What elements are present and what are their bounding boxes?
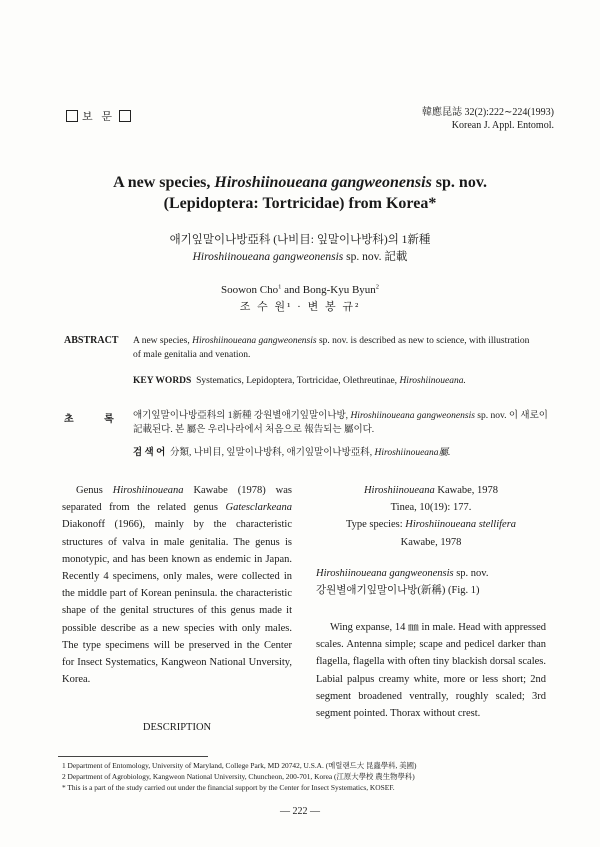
korean-keywords [133, 447, 553, 461]
page-number: — 222 — [280, 806, 320, 817]
keywords-text: Systematics, Lepidoptera, Tortricidae, Olethreutinae, [196, 376, 400, 386]
intro-paragraph [62, 482, 292, 688]
korean-abstract-text-b: sp. nov. 이 새로이 記載된다. 본 屬은 우리나라에서 처음으로 報告되는 屬이다. [133, 411, 548, 435]
title-species: Hiroshiinoueana gangweonensis [214, 174, 432, 191]
checkbox-square-icon [119, 110, 131, 122]
intro-text-c: Diakonoff (1966), mainly by the characteristic structures of valva in male genitalia. The genus is monotypic, and has been known as endemic in Japan. Recently 4 specimens, only males, were collected in the middle part of Korean peninsula. the characteristic shape of the genital structures of this genus made it possible describe as a new species with only males. The type specimens will be preserved in the Center for Insect Systematics, Kangweon National Unversity, Korea. [62, 519, 292, 686]
korean-title [40, 232, 560, 266]
abstract-text-b: sp. nov. is described as new to science, with illustration of male genitalia and venation. [133, 336, 530, 360]
type-species-label: Type species: [345, 519, 406, 531]
title-suffix: sp. nov. [431, 174, 487, 191]
korean-abstract-text [133, 410, 553, 437]
paper-title [40, 172, 560, 214]
intro-genus-2: Gatesclarkeana [225, 502, 292, 514]
type-species-name: Hiroshiinoueana stellifera [405, 519, 517, 531]
footnote-2: 2 Department of Agrobiology, Kangweon National University, Chuncheon, 200-701, Korea (江原大學校 農生物學科) [62, 772, 415, 781]
intro-text-a: Genus [76, 485, 113, 496]
korean-title-species: Hiroshiinoueana gangweonensis [192, 251, 344, 263]
journal-english: Korean J. Appl. Entomol. [451, 120, 554, 131]
left-column [62, 482, 292, 688]
author-2: Bong-Kyu Byun [302, 284, 376, 296]
abstract-species: Hiroshiinoueana gangweonensis [192, 336, 317, 346]
keywords-label: KEY WORDS [133, 376, 192, 386]
korean-title-suffix: sp. nov. 記載 [343, 251, 408, 263]
abstract-text-a: A new species, [133, 336, 193, 346]
section-label [66, 108, 131, 124]
title-line-2: (Lepidoptera: Tortricidae) from Korea* [163, 195, 437, 212]
korean-keywords-label: 검 색 어 [133, 448, 166, 458]
type-species-author: Kawabe, 1978 [400, 536, 462, 548]
genus-name: Hiroshiinoueana [363, 485, 435, 496]
footnotes [62, 760, 562, 793]
korean-abstract-label: 초 록 [64, 414, 128, 425]
genus-author: Kawabe, 1978 [434, 485, 499, 496]
author-2-affiliation: 2 [375, 283, 380, 291]
right-column [316, 482, 546, 551]
korean-keywords-genus: Hiroshiinoueana屬. [374, 448, 451, 458]
genus-heading [316, 482, 546, 499]
korean-abstract-species: Hiroshiinoueana gangweonensis [350, 411, 475, 421]
footnote-1: 1 Department of Entomology, University of Maryland, College Park, MD 20742, U.S.A. (메릴랜드大 昆蟲學科, 美國) [62, 761, 417, 770]
species-name: Hiroshiinoueana gangweonensis [316, 568, 454, 579]
description-paragraph: Wing expanse, 14 ㎜ in male. Head with appressed scales. Antenna simple; scape and pedicel darker than flagella, flagella with often tiny blackish dorsal scales. Labial palpus creamy white, more or less short; 2nd segment broadened ventrally, roughly scaled; 3rd segment pointed. Thorax without crest. [316, 622, 546, 720]
intro-genus: Hiroshiinoueana [112, 485, 184, 496]
type-species [316, 516, 546, 533]
journal-korean: 韓應昆誌 32(2):222∼224(1993) [422, 107, 554, 118]
authors [40, 282, 560, 316]
footnote-rule [58, 756, 208, 757]
species-name-line [316, 565, 546, 582]
species-heading [316, 565, 546, 599]
journal-citation [334, 106, 554, 132]
section-label-text: 보 문 [82, 111, 116, 123]
abstract-label: ABSTRACT [64, 335, 119, 346]
keywords-genus: Hiroshiinoueana. [399, 376, 466, 386]
abstract-text [133, 335, 533, 362]
korean-title-line-1: 애기잎말이나방亞科 (나비目: 잎말이나방科)의 1新種 [169, 234, 431, 246]
description-heading: DESCRIPTION [142, 722, 212, 733]
species-suffix: sp. nov. [453, 568, 489, 579]
footnote-3: * This is a part of the study carried out under the financial support by the Center for Insect Systematics, KOSEF. [62, 783, 395, 792]
author-1: Soowon Cho [220, 284, 279, 296]
intro-text-b: Kawabe (1978) was separated from the related genus [62, 485, 292, 514]
checkbox-square-icon [66, 110, 78, 122]
authors-korean: 조 수 원¹ · 변 봉 규² [239, 301, 361, 313]
title-prefix: A new species, [113, 174, 215, 191]
keywords [133, 375, 553, 389]
korean-abstract-text-a: 애기잎말이나방亞科의 1新種 강원별애기잎말이나방, [133, 411, 351, 421]
authors-english [40, 282, 560, 299]
author-1-affiliation: 1 [278, 283, 282, 291]
korean-title-line-2 [40, 249, 560, 266]
authors-and: and [281, 284, 303, 296]
korean-keywords-text: 分類, 나비目, 잎말이나방科, 애기잎말이나방亞科, [170, 448, 375, 458]
title-line-1 [40, 172, 560, 193]
species-korean-name: 강원별애기잎말이나방(新稱) (Fig. 1) [316, 585, 480, 597]
species-description [316, 619, 546, 722]
genus-citation: Tinea, 10(19): 177. [390, 502, 472, 514]
